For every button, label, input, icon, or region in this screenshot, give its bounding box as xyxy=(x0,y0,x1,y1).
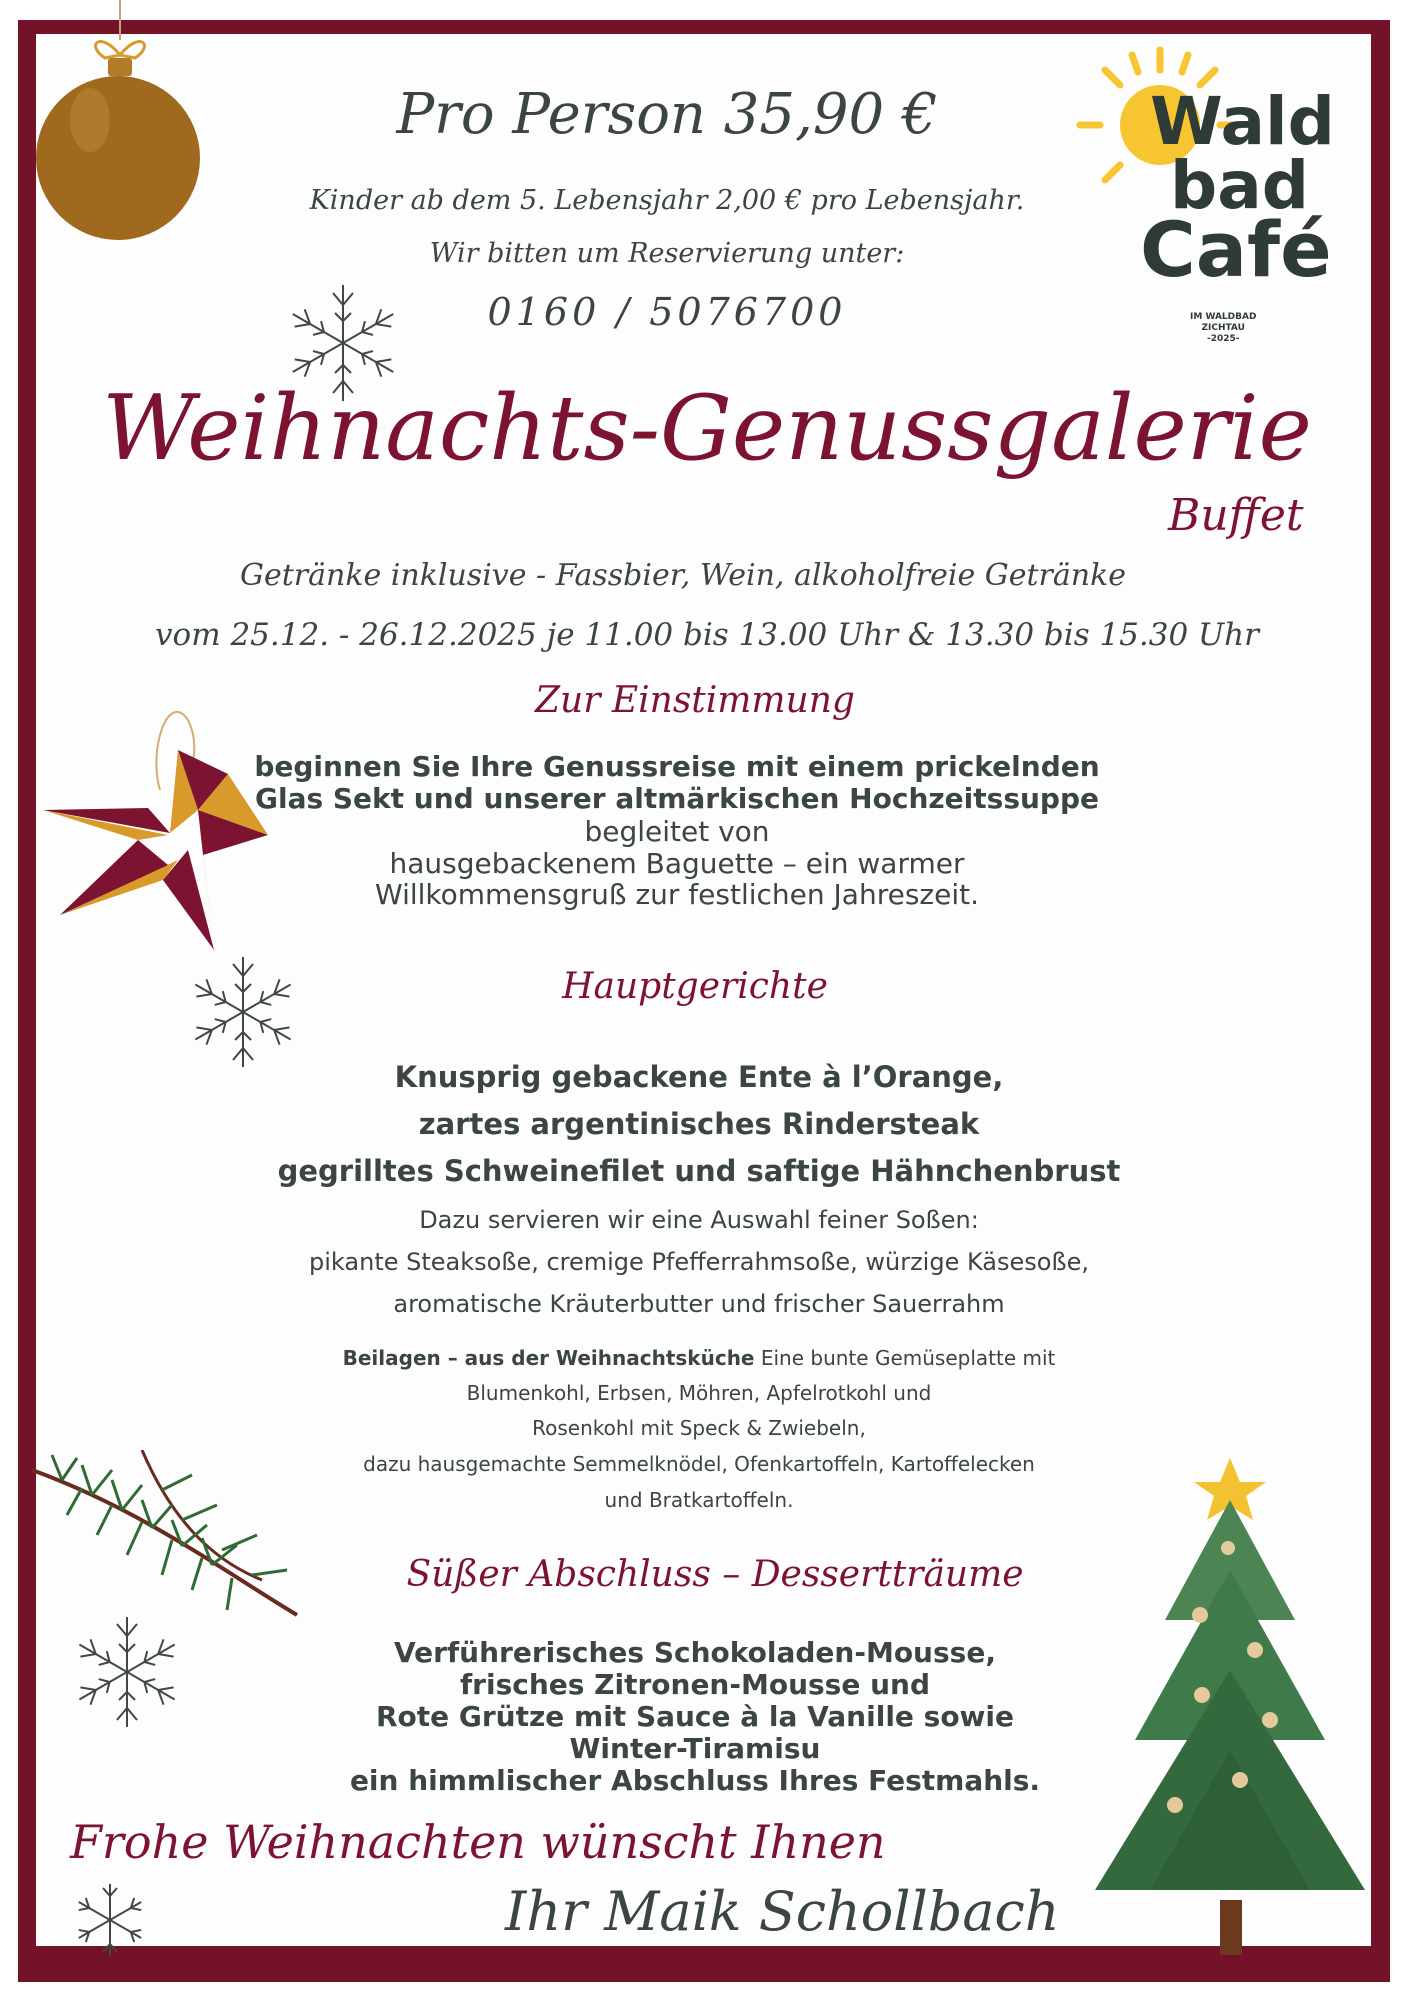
page-title: Weihnachts-Genussgalerie xyxy=(102,376,1312,481)
signature: Ihr Maik Schollbach xyxy=(505,1880,1060,1943)
main-dish: Knusprig gebackene Ente à l’Orange, xyxy=(394,1060,1004,1094)
sides-line: dazu hausgemachte Semmelknödel, Ofenkartoffeln, Kartoffelecken xyxy=(363,1452,1035,1476)
buffet-subtitle: Buffet xyxy=(1168,490,1304,541)
logo-wald: Wald xyxy=(1150,83,1335,160)
christmas-greeting: Frohe Weihnachten wünscht Ihnen xyxy=(70,1815,886,1869)
phone-number: 0160 / 5076700 xyxy=(487,290,847,334)
drinks-included: Getränke inklusive - Fassbier, Wein, alkoholfreie Getränke xyxy=(240,558,1126,593)
event-dates: vom 25.12. - 26.12.2025 je 11.00 bis 13.00 Uhr & 13.30 bis 15.30 Uhr xyxy=(155,617,1259,653)
sides-line: Rosenkohl mit Speck & Zwiebeln, xyxy=(532,1416,866,1440)
snowflake-icon xyxy=(70,1880,150,1960)
pine-branch-icon xyxy=(22,1450,352,1650)
intro-line: Willkommensgruß zur festlichen Jahreszeit. xyxy=(375,878,979,911)
children-price: Kinder ab dem 5. Lebensjahr 2,00 € pro Lebensjahr. xyxy=(309,185,1025,216)
reservation-note: Wir bitten um Reservierung unter: xyxy=(429,238,905,269)
sides-line: und Bratkartoffeln. xyxy=(604,1488,794,1512)
price-per-person: Pro Person 35,90 € xyxy=(396,82,938,147)
logo-sub2: ZICHTAU xyxy=(1201,323,1245,333)
sides-heading: Beilagen – aus der Weihnachtsküche xyxy=(342,1346,755,1370)
dessert-line: Verführerisches Schokoladen-Mousse, xyxy=(394,1636,996,1669)
logo-cafe: Café xyxy=(1140,205,1332,294)
dessert-line: ein himmlischer Abschluss Ihres Festmahls. xyxy=(349,1764,1041,1797)
sides-line xyxy=(0,1346,1406,1370)
dessert-line: Winter-Tiramisu xyxy=(569,1732,821,1765)
intro-line: begleitet von xyxy=(584,815,770,848)
logo-bad: bad xyxy=(1170,147,1310,224)
logo-sub3: -2025- xyxy=(1206,334,1240,344)
logo-sub1: IM WALDBAD xyxy=(1190,312,1257,322)
intro-line: Glas Sekt und unserer altmärkischen Hochzeitssuppe xyxy=(255,782,1099,815)
section-heading-intro: Zur Einstimmung xyxy=(535,680,855,721)
main-dish: gegrilltes Schweinefilet und saftige Hähnchenbrust xyxy=(277,1154,1121,1188)
sides-text: Eine bunte Gemüseplatte mit xyxy=(754,1346,1056,1370)
intro-line: hausgebackenem Baguette – ein warmer xyxy=(389,847,965,880)
dessert-line: Rote Grütze mit Sauce à la Vanille sowie xyxy=(375,1700,1015,1733)
section-heading-dessert: Süßer Abschluss – Dessertträume xyxy=(406,1554,1024,1595)
intro-line: beginnen Sie Ihre Genussreise mit einem prickelnden xyxy=(254,750,1100,783)
sides-line: Blumenkohl, Erbsen, Möhren, Apfelrotkohl und xyxy=(466,1381,932,1405)
dessert-line: frisches Zitronen-Mousse und xyxy=(459,1668,930,1701)
section-heading-main: Hauptgerichte xyxy=(562,966,828,1007)
sauce-line: aromatische Kräuterbutter und frischer Sauerrahm xyxy=(393,1290,1005,1318)
sauce-line: Dazu servieren wir eine Auswahl feiner Soßen: xyxy=(419,1206,979,1234)
main-dish: zartes argentinisches Rindersteak xyxy=(418,1107,980,1141)
sauce-line: pikante Steaksoße, cremige Pfefferrahmsoße, würzige Käsesoße, xyxy=(309,1248,1089,1276)
